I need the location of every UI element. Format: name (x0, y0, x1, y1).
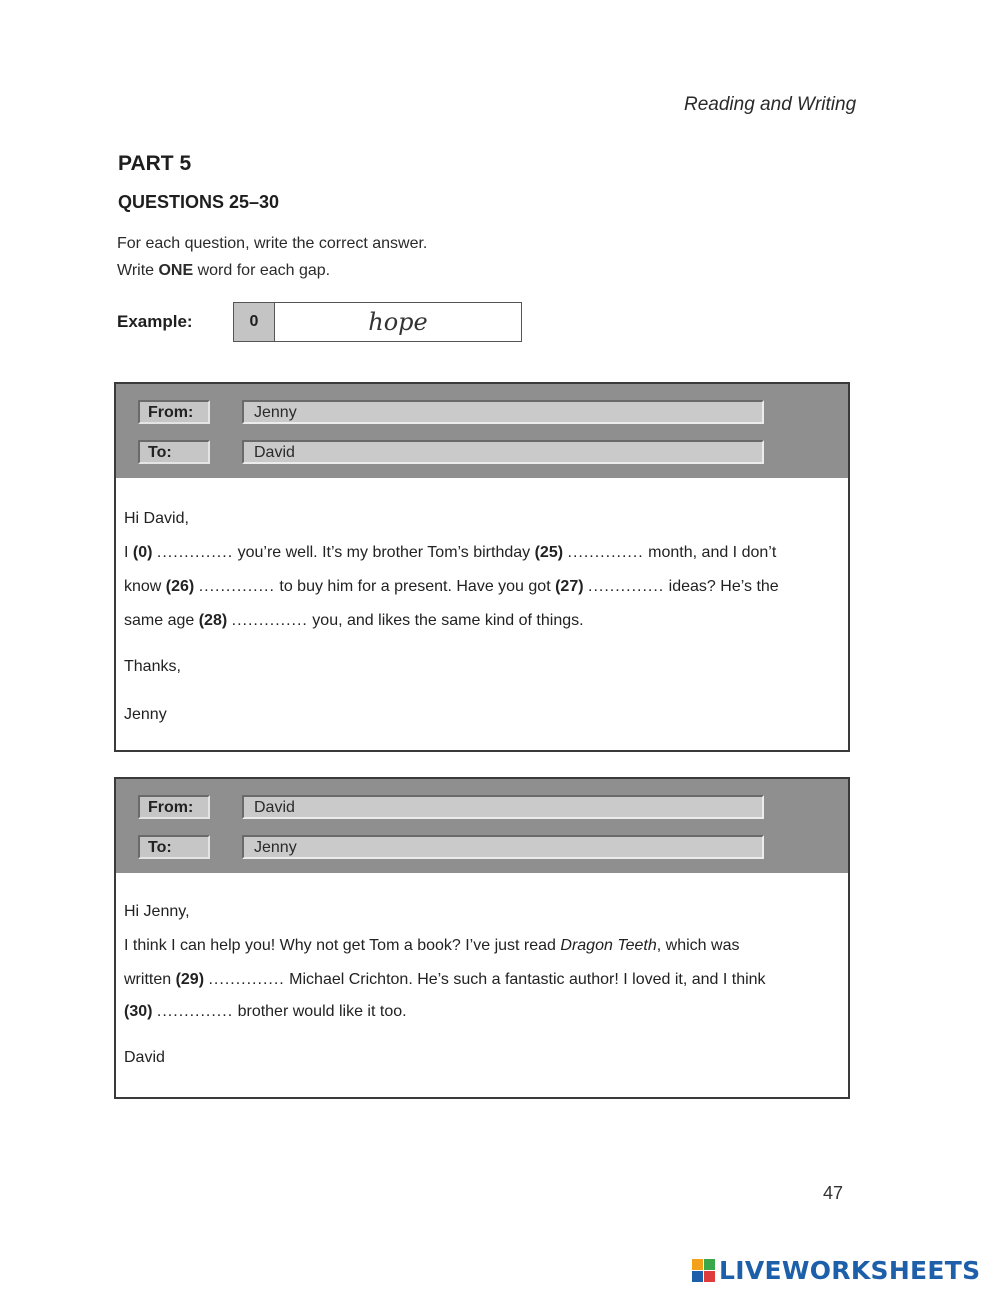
text-line: same age (28) .............. you, and likes the same kind of things. (124, 612, 584, 629)
example-box (233, 302, 522, 342)
answer-gap[interactable]: .............. (588, 578, 665, 595)
to-field: Jenny (242, 835, 764, 859)
from-field: David (242, 795, 764, 819)
example-label: Example: (117, 312, 193, 331)
email-body (116, 478, 848, 750)
from-label: From: (138, 795, 210, 819)
to-field: David (242, 440, 764, 464)
book-title: Dragon Teeth (560, 937, 657, 954)
section-title: Reading and Writing (684, 94, 857, 115)
signature: Jenny (124, 706, 167, 723)
logo-icon (692, 1259, 715, 1282)
instruction-line-2: Write ONE word for each gap. (117, 262, 331, 279)
example-number: 0 (234, 303, 275, 341)
logo-text: LIVEWORKSHEETS (719, 1256, 981, 1285)
email-jenny-to-david (114, 382, 850, 752)
part-heading: PART 5 (118, 152, 192, 175)
greeting: Hi Jenny, (124, 903, 190, 920)
liveworksheets-logo (692, 1256, 980, 1285)
answer-gap[interactable]: .............. (198, 578, 275, 595)
email-body (116, 873, 848, 1097)
email-header (116, 779, 848, 873)
greeting: Hi David, (124, 510, 189, 527)
answer-gap[interactable]: .............. (156, 544, 234, 561)
page-number: 47 (823, 1183, 844, 1203)
answer-gap[interactable]: .............. (231, 612, 308, 629)
text-line: (30) .............. brother would like it too. (124, 1003, 407, 1020)
to-label: To: (138, 440, 210, 464)
from-field: Jenny (242, 400, 764, 424)
text-line: know (26) .............. to buy him for a present. Have you got (27) .............. ideas? He’s the (124, 578, 779, 595)
closing: Thanks, (124, 658, 181, 675)
text-line: I (0) .............. you’re well. It’s my brother Tom’s birthday (25) .............. month, and I don’t (124, 544, 777, 561)
text-line: I think I can help you! Why not get Tom a book? I’ve just read Dragon Teeth, which was (124, 937, 740, 954)
answer-gap[interactable]: .............. (156, 1003, 234, 1020)
answer-gap[interactable]: .............. (567, 544, 644, 561)
text-line: written (29) .............. Michael Crichton. He’s such a fantastic author! I loved it, and I think (124, 971, 766, 988)
answer-gap[interactable]: .............. (208, 971, 285, 988)
questions-heading: QUESTIONS 25–30 (118, 192, 280, 212)
to-label: To: (138, 835, 210, 859)
signature: David (124, 1049, 165, 1066)
from-label: From: (138, 400, 210, 424)
instruction-line-1: For each question, write the correct answer. (117, 235, 428, 252)
example-answer: hope (368, 308, 428, 336)
email-header (116, 384, 848, 478)
email-david-to-jenny (114, 777, 850, 1099)
